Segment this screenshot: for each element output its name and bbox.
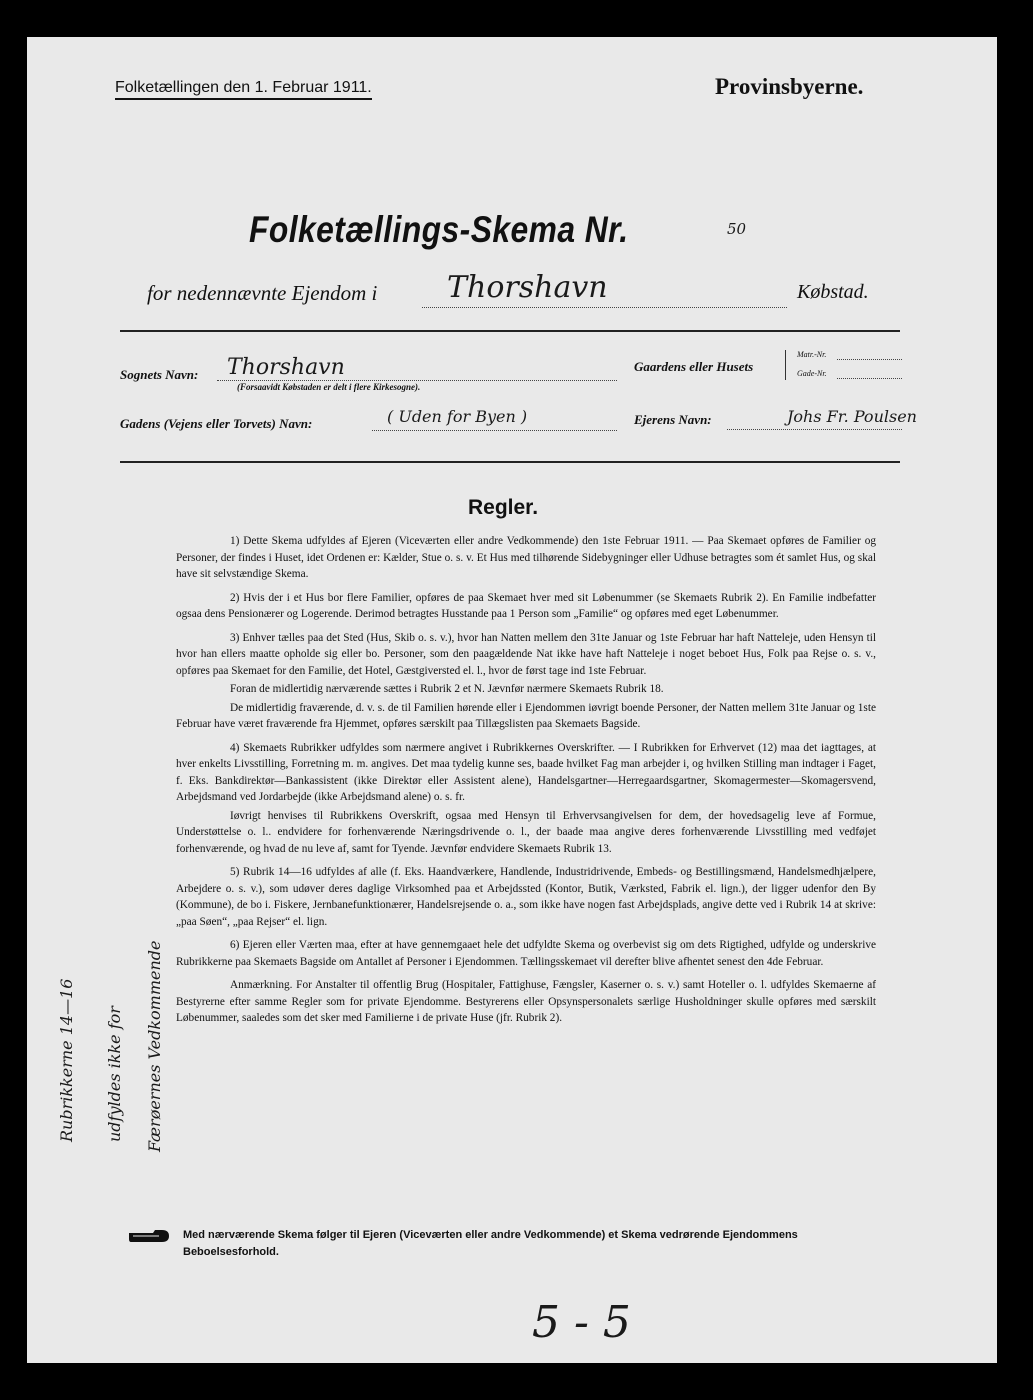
rule-2: 2) Hvis der i et Hus bor flere Familier, opføres de paa Skemaet hver med sit Løbenummer (se Skemaets Rubrik 2). En Familie indbefatter ogsaa dens Pensionærer og Logerende. Derimod betragtes Husstande paa 1 Person som „Familie“ og opføres med eget Løbenummer.: [176, 591, 876, 620]
sognet-note: (Forsaavidt Købstaden er delt i flere Kirkesogne).: [237, 382, 421, 392]
census-form-page: [27, 37, 997, 1363]
form-number: 50: [727, 220, 747, 238]
side-note-line-2: udfyldes ikke for: [105, 1006, 124, 1142]
rule-5: 5) Rubrik 14—16 udfyldes af alle (f. Eks. Haandværkere, Handlende, Industridrivende, Embeds- og Bestillingsmænd, Handelsmedhjælpere, Arbejdere o. s. v.), som udøver deres daglige Virksomhed paa et Arbejdssted (Kontor, Butik, Værksted, Fabrik el. lign.), der ligger udenfor den By (Kommune), de bo i. Fiskere, Jernbanefunktionærer, Handelsrejsende o. a., som ikke have nogen fast Arbejdsplads, angive dette ved i Rubrik 14 at skrive: „paa Søen“, „paa Rejser“ el. lign.: [176, 866, 876, 928]
kobstad-label: Købstad.: [797, 281, 869, 303]
gaden-value: ( Uden for Byen ): [387, 407, 528, 426]
footnote: Med nærværende Skema følger til Ejeren (Viceværten eller andre Vedkommende) et Skema vedrørende Ejendommens Beboelsesforhold.: [183, 1229, 798, 1258]
matr-field-line: [837, 359, 902, 360]
gaden-label: Gadens (Vejens eller Torvets) Navn:: [120, 416, 313, 431]
region-header: Provinsbyerne.: [715, 74, 864, 99]
town-field-line: [422, 307, 787, 308]
census-date-header: Folketællingen den 1. Februar 1911.: [115, 79, 372, 100]
rules-body: [176, 533, 876, 1034]
rule-4b: Iøvrigt henvises til Rubrikkens Overskrift, ogsaa med Hensyn til Erhvervsangivelsen for dem, der hovedsagelig leve af Formue, Understøttelse o. l.. endvidere for forhenværende Næringsdrivende o. l., der baade maa angive deres forhenværende Livsstilling med vedføjet forhenværende, og hvad de nu leve af, samt for Tyende. Jævnfør endvidere Skemaets Rubrik 13.: [176, 809, 876, 855]
ejer-field-line: [727, 429, 902, 430]
property-line-label: for nedennævnte Ejendom i: [147, 281, 378, 305]
gade-nr-label: Gade-Nr.: [797, 369, 827, 378]
rule-6: 6) Ejeren eller Værten maa, efter at have gennemgaaet hele det udfyldte Skema og overbevist sig om dets Rigtighed, udfylde og underskrive Rubrikkerne paa Skemaets Bagside om Antallet af Personer i Ejendommen. Tællingsskemaet vil derefter blive afhentet senest den 4de Februar.: [176, 939, 876, 968]
ejer-value: Johs Fr. Poulsen: [787, 407, 917, 426]
gaarden-label: Gaardens eller Husets: [634, 359, 754, 374]
rule-1: 1) Dette Skema udfyldes af Ejeren (Viceværten eller andre Vedkommende) den 1ste Februar 1911. — Paa Skemaet opføres de Familier og Personer, der findes i Huset, idet Ordenen er: Kælder, Stue o. s. v. Et Hus med tilhørende Sidebygninger eller Udhuse betragtes som ét samlet Hus, og skal have sit selvstændige Skema.: [176, 535, 876, 580]
pointing-hand-icon: [129, 1229, 169, 1243]
gaarden-brace: [785, 350, 788, 380]
side-note-line-1: Rubrikkerne 14—16: [57, 978, 76, 1142]
gade-nr-field-line: [837, 378, 902, 379]
rule-4: 4) Skemaets Rubrikker udfyldes som nærmere angivet i Rubrikkernes Overskrifter. — I Rubrikken for Erhvervet (12) maa det iagttages, at hver enkelts Livsstilling, Forretning m. m. angives. Det maa tydelig kunne ses, baade hvilket Fag man arbejder i, og hvilken Stilling man indtager i Faget, f. Eks. Bankdirektør—Bankassistent (ikke Direktør eller Assistent alene), Handelsgartner—Herregaardsgartner, Skomagermester—Skomagersvend, Arbejdsmand ved Jordarbejde (ikke Arbejdsmand alene) o. s. fr.: [176, 741, 876, 803]
sognet-value: Thorshavn: [227, 355, 345, 380]
sognet-label: Sognets Navn:: [120, 367, 199, 382]
ejer-label: Ejerens Navn:: [634, 412, 712, 427]
matr-label: Matr.-Nr.: [797, 350, 827, 359]
page-number: 5 - 5: [532, 1297, 631, 1348]
form-title: Folketællings-Skema Nr.: [249, 209, 629, 250]
sognet-field-line: [217, 380, 617, 381]
rule-3c: De midlertidig fraværende, d. v. s. de til Familien hørende eller i Ejendommen iøvrigt boende Personer, der Natten mellem 31te Januar og 1ste Februar have været fraværende fra Hjemmet, opføres særskilt paa Tillægslisten paa Skemaets Bagside.: [176, 701, 876, 730]
gaden-field-line: [372, 430, 617, 431]
rule-note: Anmærkning. For Anstalter til offentlig Brug (Hospitaler, Fattighuse, Fængsler, Kaserner o. s. v.) samt Hoteller o. l. udfyldes Skemaerne af Bestyrerne efter samme Regler som for private Ejendomme. Bestyrerens eller Opsynspersonalets særlige Husholdninger skulle opføres med særskilt Løbenummer, saaledes som det sker med Familierne i de private Huse (jfr. Rubrik 2).: [176, 979, 876, 1024]
rule-3: 3) Enhver tælles paa det Sted (Hus, Skib o. s. v.), hvor han Natten mellem den 31te Januar og 1ste Februar har haft Natteleje, uden Hensyn til hvor han ellers maatte opholde sig eller bo. Personer, som den paagældende Nat ikke have haft Natteleje i noget beboet Hus, Folk paa Rejse o. s. v., opføres paa Skemaet for den Familie, det Hotel, Gæstgiversted el. l., hvor de først tage ind 1ste Februar.: [176, 631, 876, 677]
rules-heading: Regler.: [468, 496, 539, 519]
divider-bottom: [120, 461, 900, 463]
rule-3b: Foran de midlertidig nærværende sættes i Rubrik 2 et N. Jævnfør nærmere Skemaets Rubrik 18.: [230, 683, 664, 695]
side-note-line-3: Færøernes Vedkommende: [145, 940, 164, 1152]
town-value: Thorshavn: [447, 270, 608, 305]
divider-top: [120, 330, 900, 332]
